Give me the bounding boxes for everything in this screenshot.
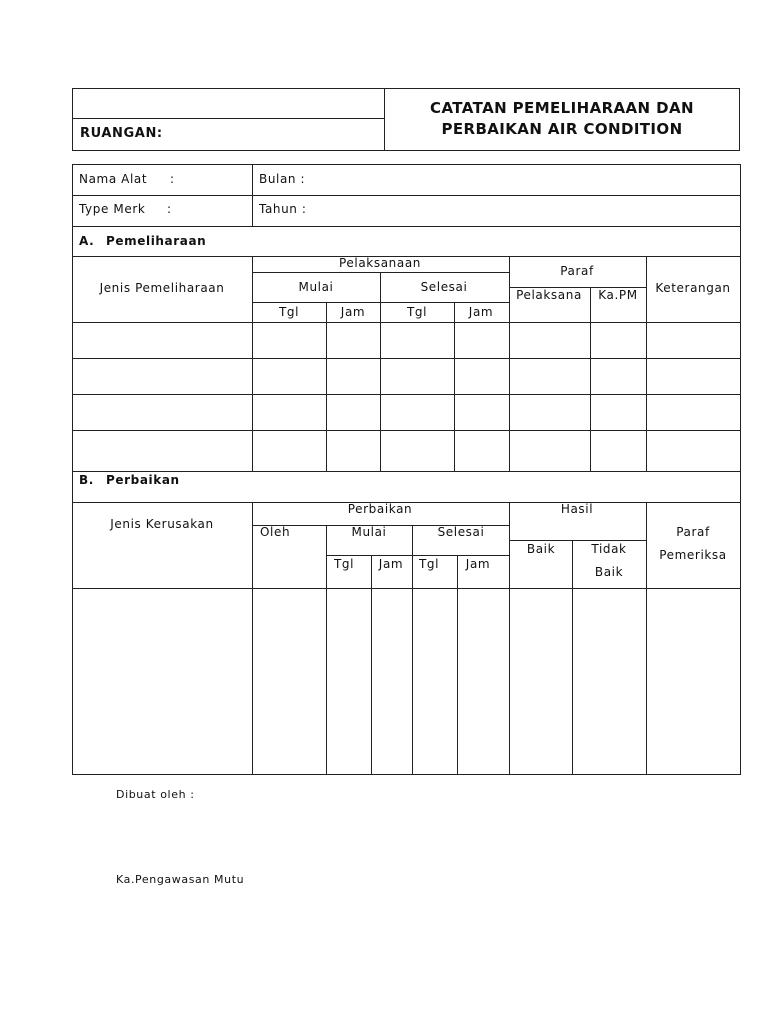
col-line	[646, 502, 647, 775]
tidak-baik-header: Baik	[594, 565, 624, 579]
baik-header: Baik	[526, 542, 556, 556]
section-b-label: B.	[79, 473, 94, 487]
page-title-line1: CATATAN PEMELIHARAAN DAN	[430, 99, 694, 117]
row-line	[326, 555, 509, 556]
row-line	[72, 588, 741, 589]
col-line	[252, 256, 253, 471]
row-line	[72, 226, 741, 227]
pemeriksa-header: Pemeriksa	[659, 548, 727, 562]
row-line	[72, 471, 741, 472]
col-line	[412, 525, 413, 775]
keterangan-header: Keterangan	[655, 281, 731, 295]
tgl-header: Tgl	[278, 305, 300, 319]
ka-pengawasan-label: Ka.Pengawasan Mutu	[116, 873, 245, 886]
row-line	[252, 302, 509, 303]
row-line	[72, 195, 741, 196]
kapm-header: Ka.PM	[598, 288, 638, 302]
section-a-label: A.	[79, 234, 95, 248]
jam-header: Jam	[340, 305, 366, 319]
selesai-header: Selesai	[437, 525, 485, 539]
jam-header: Jam	[465, 557, 491, 571]
section-b-title: Perbaikan	[106, 473, 180, 487]
mulai-header: Mulai	[351, 525, 387, 539]
col-line	[509, 502, 510, 775]
row-line	[509, 540, 646, 541]
ruangan-label: RUANGAN:	[80, 126, 163, 141]
tidak-header: Tidak	[591, 542, 627, 556]
perbaikan-header: Perbaikan	[347, 502, 413, 516]
col-line	[326, 525, 327, 775]
col-line	[509, 256, 510, 471]
tahun-label: Tahun :	[259, 202, 307, 216]
col-line	[572, 540, 573, 775]
jenis-pemeliharaan-header: Jenis Pemeliharaan	[99, 281, 225, 295]
jam-header: Jam	[468, 305, 494, 319]
pelaksanaan-header: Pelaksanaan	[339, 256, 421, 270]
oleh-header: Oleh	[260, 525, 291, 539]
header-left-split	[72, 118, 384, 119]
col-line	[252, 164, 253, 226]
paraf-header: Paraf	[676, 525, 710, 539]
nama-alat-colon: :	[170, 172, 175, 186]
section-a-title: Pemeliharaan	[106, 234, 207, 248]
col-line	[252, 502, 253, 775]
row-line	[72, 322, 741, 323]
dibuat-oleh-label: Dibuat oleh :	[116, 788, 195, 801]
tgl-header: Tgl	[418, 557, 440, 571]
col-line	[590, 287, 591, 471]
row-line	[72, 358, 741, 359]
pelaksana-header: Pelaksana	[516, 288, 582, 302]
page-title-line2: PERBAIKAN AIR CONDITION	[441, 120, 683, 138]
type-merk-label: Type Merk	[79, 202, 146, 216]
row-line	[72, 394, 741, 395]
tgl-header: Tgl	[406, 305, 428, 319]
jam-header: Jam	[378, 557, 404, 571]
bulan-label: Bulan :	[259, 172, 306, 186]
hasil-header: Hasil	[560, 502, 594, 516]
row-line	[72, 430, 741, 431]
nama-alat-label: Nama Alat	[79, 172, 148, 186]
jenis-kerusakan-header: Jenis Kerusakan	[110, 517, 214, 531]
mulai-header: Mulai	[298, 280, 334, 294]
col-line	[646, 256, 647, 471]
col-line	[326, 302, 327, 471]
paraf-header: Paraf	[560, 264, 594, 278]
col-line	[454, 302, 455, 471]
tgl-header: Tgl	[333, 557, 355, 571]
selesai-header: Selesai	[420, 280, 468, 294]
type-merk-colon: :	[167, 202, 172, 216]
